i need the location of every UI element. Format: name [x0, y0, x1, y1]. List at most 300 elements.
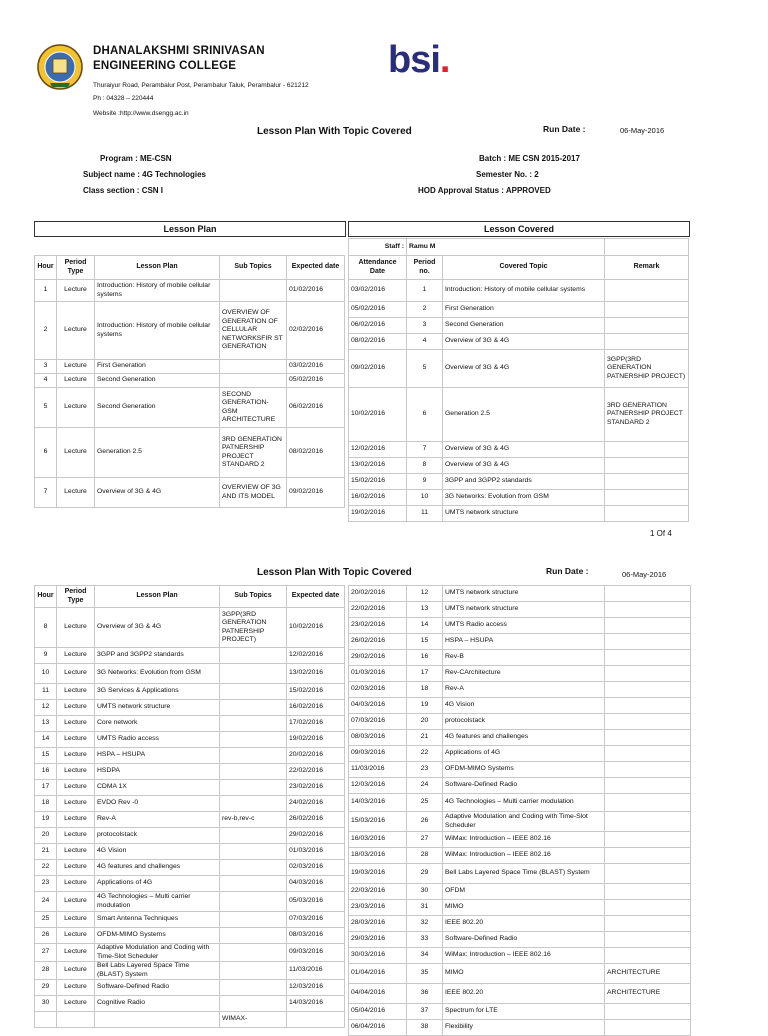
table-row [35, 980, 345, 996]
cell-attendance-date: 04/04/2016 [349, 984, 407, 1004]
cell-attendance-date: 12/03/2016 [349, 778, 407, 794]
cell-expected-date: 06/02/2016 [287, 388, 345, 428]
cell-period-type: Lecture [57, 764, 95, 780]
cell-remark [605, 698, 691, 714]
staff-name: Ramu M [407, 239, 605, 256]
cell-period-no: 12 [407, 586, 443, 602]
cell-hour: 3 [35, 360, 57, 374]
cell-expected-date: 03/02/2016 [287, 360, 345, 374]
cell-remark [605, 730, 691, 746]
cell-hour: 20 [35, 828, 57, 844]
cell-lesson-plan: Introduction: History of mobile cellular systems [95, 302, 220, 360]
cell-covered-topic: UMTS network structure [443, 602, 605, 618]
cell-period-no: 15 [407, 634, 443, 650]
cell-attendance-date: 20/02/2016 [349, 586, 407, 602]
cell-attendance-date: 07/03/2016 [349, 714, 407, 730]
col-attendance-date: Attendance Date [349, 256, 407, 280]
table-row [349, 388, 689, 442]
table-row [35, 912, 345, 928]
table-row [349, 778, 691, 794]
cell-lesson-plan: UMTS Radio access [95, 732, 220, 748]
subject-name: Subject name : 4G Technologies [83, 170, 206, 179]
table-row [35, 716, 345, 732]
cell-covered-topic: Rev-A [443, 682, 605, 698]
cell-sub-topics [220, 732, 287, 748]
cell-lesson-plan: HSPA – HSUPA [95, 748, 220, 764]
cell-lesson-plan: EVDO Rev -0 [95, 796, 220, 812]
semester-no: Semester No. : 2 [476, 170, 539, 179]
cell-covered-topic: UMTS Radio access [443, 618, 605, 634]
cell-lesson-plan: Adaptive Modulation and Coding with Time-Slot Scheduler [95, 944, 220, 962]
lesson-plan-table [34, 255, 345, 508]
cell-expected-date: 11/03/2016 [287, 962, 345, 980]
cell-lesson-plan: Bell Labs Layered Space Time (BLAST) System [95, 962, 220, 980]
table-row [35, 780, 345, 796]
cell-covered-topic: HSPA – HSUPA [443, 634, 605, 650]
cell-period-no: 8 [407, 458, 443, 474]
table-row [35, 764, 345, 780]
cell-period-no: 30 [407, 884, 443, 900]
table-row [349, 490, 689, 506]
cell-hour: 4 [35, 374, 57, 388]
cell-remark [605, 762, 691, 778]
cell-remark [605, 1020, 691, 1036]
cell-lesson-plan: Generation 2.5 [95, 428, 220, 478]
cell-remark [605, 318, 689, 334]
cell-period-type: Lecture [57, 996, 95, 1012]
cell-hour: 7 [35, 478, 57, 508]
col-lesson-plan: Lesson Plan [95, 256, 220, 280]
col-lesson-plan: Lesson Plan [95, 586, 220, 608]
table-row [349, 884, 691, 900]
cell-period-no: 24 [407, 778, 443, 794]
cell-attendance-date: 08/02/2016 [349, 334, 407, 350]
table-row [349, 964, 691, 984]
cell-period-no: 6 [407, 388, 443, 442]
cell-sub-topics: 3GPP(3RD GENERATION PATNERSHIP PROJECT) [220, 608, 287, 648]
cell-sub-topics [220, 748, 287, 764]
staff-label: Staff : [349, 239, 407, 256]
cell-period-no: 3 [407, 318, 443, 334]
table-row [349, 302, 689, 318]
col-sub-topics: Sub Topics [220, 256, 287, 280]
cell-period-no: 4 [407, 334, 443, 350]
table-row [349, 1020, 691, 1036]
cell-remark [605, 1004, 691, 1020]
cell-sub-topics [220, 944, 287, 962]
cell-period-type: Lecture [57, 892, 95, 912]
cell-expected-date: 01/02/2016 [287, 280, 345, 302]
cell-hour [35, 1012, 57, 1028]
cell-attendance-date: 06/02/2016 [349, 318, 407, 334]
cell-attendance-date: 29/03/2016 [349, 932, 407, 948]
table-row [35, 928, 345, 944]
table-row [35, 732, 345, 748]
cell-remark [605, 474, 689, 490]
cell-sub-topics [220, 664, 287, 684]
cell-remark [605, 618, 691, 634]
cell-attendance-date: 13/02/2016 [349, 458, 407, 474]
cell-sub-topics [220, 996, 287, 1012]
cell-covered-topic: 4G Technologies – Multi carrier modulation [443, 794, 605, 812]
cell-hour: 30 [35, 996, 57, 1012]
batch: Batch : ME CSN 2015-2017 [479, 154, 580, 163]
cell-remark [605, 900, 691, 916]
cell-lesson-plan [95, 1012, 220, 1028]
cell-period-type: Lecture [57, 684, 95, 700]
cell-covered-topic: Second Generation [443, 318, 605, 334]
table-row [349, 666, 691, 682]
cell-attendance-date: 06/04/2016 [349, 1020, 407, 1036]
cell-lesson-plan: Cognitive Radio [95, 996, 220, 1012]
cell-remark [605, 586, 691, 602]
cell-attendance-date: 05/02/2016 [349, 302, 407, 318]
table-row [35, 860, 345, 876]
cell-hour: 24 [35, 892, 57, 912]
cell-lesson-plan: CDMA 1X [95, 780, 220, 796]
cell-sub-topics [220, 860, 287, 876]
cell-remark [605, 812, 691, 832]
table-row [349, 474, 689, 490]
cell-lesson-plan: OFDM-MIMO Systems [95, 928, 220, 944]
table-row [349, 730, 691, 746]
cell-period-type: Lecture [57, 478, 95, 508]
cell-sub-topics [220, 844, 287, 860]
cell-lesson-plan: 3G Services & Applications [95, 684, 220, 700]
cell-hour: 23 [35, 876, 57, 892]
cell-covered-topic: 4G features and challenges [443, 730, 605, 746]
table-row [349, 618, 691, 634]
cell-sub-topics [220, 374, 287, 388]
table-row [35, 748, 345, 764]
table-row [349, 698, 691, 714]
cell-period-no: 32 [407, 916, 443, 932]
cell-attendance-date: 11/03/2016 [349, 762, 407, 778]
cell-sub-topics [220, 876, 287, 892]
col-hour: Hour [35, 256, 57, 280]
cell-period-no: 36 [407, 984, 443, 1004]
cell-sub-topics: WIMAX- [220, 1012, 287, 1028]
cell-hour: 11 [35, 684, 57, 700]
table-row [349, 832, 691, 848]
cell-expected-date: 15/02/2016 [287, 684, 345, 700]
cell-remark [605, 746, 691, 762]
cell-attendance-date: 23/02/2016 [349, 618, 407, 634]
cell-remark [605, 334, 689, 350]
cell-hour: 6 [35, 428, 57, 478]
cell-remark [605, 932, 691, 948]
cell-remark [605, 442, 689, 458]
cell-period-type: Lecture [57, 732, 95, 748]
table-row [349, 984, 691, 1004]
cell-remark [605, 506, 689, 522]
program: Program : ME-CSN [100, 154, 172, 163]
cell-covered-topic: Spectrum for LTE [443, 1004, 605, 1020]
table-row [35, 648, 345, 664]
cell-hour: 26 [35, 928, 57, 944]
cell-covered-topic: Rev-CArchitecture [443, 666, 605, 682]
cell-expected-date: 09/02/2016 [287, 478, 345, 508]
table-row [35, 608, 345, 648]
cell-sub-topics [220, 360, 287, 374]
table-row [349, 848, 691, 864]
cell-period-no: 35 [407, 964, 443, 984]
cell-period-no: 21 [407, 730, 443, 746]
table-row [35, 664, 345, 684]
cell-period-type: Lecture [57, 944, 95, 962]
cell-hour: 9 [35, 648, 57, 664]
cell-sub-topics: 3RD GENERATION PATNERSHIP PROJECT STANDARD 2 [220, 428, 287, 478]
cell-lesson-plan: 4G Vision [95, 844, 220, 860]
cell-remark [605, 682, 691, 698]
cell-period-no: 7 [407, 442, 443, 458]
cell-lesson-plan: First Generation [95, 360, 220, 374]
cell-covered-topic: Overview of 3G & 4G [443, 350, 605, 388]
table-row [349, 458, 689, 474]
table-row [35, 700, 345, 716]
table-row [35, 684, 345, 700]
cell-period-no: 31 [407, 900, 443, 916]
cell-covered-topic: Rev-B [443, 650, 605, 666]
cell-sub-topics [220, 892, 287, 912]
table-row [349, 602, 691, 618]
cell-expected-date: 19/02/2016 [287, 732, 345, 748]
cell-period-type: Lecture [57, 812, 95, 828]
cell-sub-topics [220, 716, 287, 732]
cell-period-type: Lecture [57, 962, 95, 980]
table-row [35, 796, 345, 812]
col-period-type: Period Type [57, 256, 95, 280]
cell-expected-date: 29/02/2016 [287, 828, 345, 844]
cell-covered-topic: WiMax: Introduction – IEEE 802.16 [443, 848, 605, 864]
college-phone: Ph : 04328 – 220444 [93, 95, 154, 102]
cell-attendance-date: 22/02/2016 [349, 602, 407, 618]
cell-covered-topic: IEEE 802.20 [443, 984, 605, 1004]
table-row [35, 892, 345, 912]
cell-attendance-date: 14/03/2016 [349, 794, 407, 812]
col-sub-topics: Sub Topics [220, 586, 287, 608]
cell-expected-date: 26/02/2016 [287, 812, 345, 828]
table-row [349, 350, 689, 388]
cell-attendance-date: 26/02/2016 [349, 634, 407, 650]
cell-hour: 27 [35, 944, 57, 962]
cell-remark [605, 778, 691, 794]
cell-hour: 14 [35, 732, 57, 748]
lesson-plan-table-page2 [34, 585, 345, 1028]
run-date-label-page2: Run Date : [546, 566, 589, 576]
cell-period-no: 19 [407, 698, 443, 714]
cell-sub-topics [220, 912, 287, 928]
college-logo [36, 43, 84, 91]
cell-lesson-plan: 4G Technologies – Multi carrier modulation [95, 892, 220, 912]
table-row [35, 812, 345, 828]
cell-attendance-date: 19/02/2016 [349, 506, 407, 522]
table-row [349, 586, 691, 602]
cell-hour: 19 [35, 812, 57, 828]
cell-remark [605, 794, 691, 812]
cell-attendance-date: 01/04/2016 [349, 964, 407, 984]
cell-hour: 22 [35, 860, 57, 876]
cell-period-no: 18 [407, 682, 443, 698]
table-row [35, 828, 345, 844]
cell-sub-topics [220, 980, 287, 996]
table-row [349, 948, 691, 964]
cell-hour: 13 [35, 716, 57, 732]
cell-remark [605, 602, 691, 618]
cell-covered-topic: protocolstack [443, 714, 605, 730]
cell-lesson-plan: Software-Defined Radio [95, 980, 220, 996]
cell-attendance-date: 04/03/2016 [349, 698, 407, 714]
cell-expected-date: 07/03/2016 [287, 912, 345, 928]
cell-period-no: 5 [407, 350, 443, 388]
cell-remark [605, 832, 691, 848]
col-expected-date: Expected date [287, 586, 345, 608]
cell-expected-date: 01/03/2016 [287, 844, 345, 860]
cell-attendance-date: 15/02/2016 [349, 474, 407, 490]
cell-covered-topic: 3G Networks: Evolution from GSM [443, 490, 605, 506]
table-row [349, 280, 689, 302]
cell-remark: 3RD GENERATION PATNERSHIP PROJECT STANDARD 2 [605, 388, 689, 442]
cell-covered-topic: Overview of 3G & 4G [443, 458, 605, 474]
cell-remark [605, 916, 691, 932]
cell-hour: 25 [35, 912, 57, 928]
table-row [349, 794, 691, 812]
cell-period-type: Lecture [57, 748, 95, 764]
cell-attendance-date: 23/03/2016 [349, 900, 407, 916]
cell-expected-date: 12/03/2016 [287, 980, 345, 996]
cell-period-type: Lecture [57, 912, 95, 928]
cell-hour: 16 [35, 764, 57, 780]
cell-period-type: Lecture [57, 664, 95, 684]
table-row [349, 932, 691, 948]
cell-attendance-date: 22/03/2016 [349, 884, 407, 900]
cell-expected-date: 13/02/2016 [287, 664, 345, 684]
cell-period-type: Lecture [57, 302, 95, 360]
cell-expected-date: 22/02/2016 [287, 764, 345, 780]
cell-remark [605, 864, 691, 884]
cell-attendance-date: 01/03/2016 [349, 666, 407, 682]
cell-expected-date: 05/03/2016 [287, 892, 345, 912]
cell-covered-topic: Flexibility [443, 1020, 605, 1036]
college-website: Website :http://www.dsengg.ac.in [93, 110, 189, 117]
cell-hour: 1 [35, 280, 57, 302]
table-row [349, 506, 689, 522]
table-row [349, 650, 691, 666]
cell-lesson-plan: Second Generation [95, 374, 220, 388]
cell-expected-date [287, 1012, 345, 1028]
cell-period-type: Lecture [57, 828, 95, 844]
table-row [35, 374, 345, 388]
cell-covered-topic: Overview of 3G & 4G [443, 334, 605, 350]
cell-hour: 8 [35, 608, 57, 648]
cell-period-no: 20 [407, 714, 443, 730]
cell-period-no: 2 [407, 302, 443, 318]
cell-expected-date: 20/02/2016 [287, 748, 345, 764]
table-row [349, 318, 689, 334]
cell-remark [605, 884, 691, 900]
cell-sub-topics: OVERVIEW OF GENERATION OF CELLULAR NETWORKSFIR ST GENERATION [220, 302, 287, 360]
cell-sub-topics [220, 928, 287, 944]
cell-lesson-plan: HSDPA [95, 764, 220, 780]
cell-covered-topic: OFDM-MIMO Systems [443, 762, 605, 778]
cell-expected-date: 04/03/2016 [287, 876, 345, 892]
cell-period-no: 9 [407, 474, 443, 490]
cell-period-type: Lecture [57, 374, 95, 388]
cell-period-type: Lecture [57, 876, 95, 892]
cell-expected-date: 02/02/2016 [287, 302, 345, 360]
cell-hour: 17 [35, 780, 57, 796]
cell-lesson-plan: Core network [95, 716, 220, 732]
cell-expected-date: 09/03/2016 [287, 944, 345, 962]
cell-hour: 18 [35, 796, 57, 812]
table-row [349, 1004, 691, 1020]
col-period-no: Period no. [407, 256, 443, 280]
cell-hour: 15 [35, 748, 57, 764]
col-hour: Hour [35, 586, 57, 608]
cell-period-type: Lecture [57, 980, 95, 996]
cell-lesson-plan: Applications of 4G [95, 876, 220, 892]
cell-attendance-date: 18/03/2016 [349, 848, 407, 864]
cell-period-type: Lecture [57, 780, 95, 796]
cell-attendance-date: 12/02/2016 [349, 442, 407, 458]
cell-period-no: 29 [407, 864, 443, 884]
cell-period-type: Lecture [57, 928, 95, 944]
table-row [35, 478, 345, 508]
cell-attendance-date: 16/02/2016 [349, 490, 407, 506]
lesson-covered-table-page2 [348, 585, 691, 1036]
class-section: Class section : CSN I [83, 186, 164, 195]
cell-period-no: 13 [407, 602, 443, 618]
table-row [349, 746, 691, 762]
table-row [349, 714, 691, 730]
lesson-plan-heading: Lesson Plan [34, 221, 346, 237]
table-row [35, 302, 345, 360]
cell-lesson-plan: Overview of 3G & 4G [95, 608, 220, 648]
run-date-value: 06-May-2016 [620, 126, 665, 135]
hod-approval-status: HOD Approval Status : APPROVED [418, 186, 551, 195]
cell-expected-date: 17/02/2016 [287, 716, 345, 732]
college-name: DHANALAKSHMI SRINIVASAN ENGINEERING COLLEGE [93, 45, 265, 72]
cell-lesson-plan: Rev-A [95, 812, 220, 828]
table-row [35, 388, 345, 428]
run-date-label: Run Date : [543, 124, 586, 134]
cell-sub-topics: rev-b,rev-c [220, 812, 287, 828]
cell-remark: 3GPP(3RD GENERATION PATNERSHIP PROJECT) [605, 350, 689, 388]
cell-period-no: 37 [407, 1004, 443, 1020]
cell-sub-topics [220, 962, 287, 980]
table-row [35, 844, 345, 860]
table-row [349, 634, 691, 650]
cell-period-type: Lecture [57, 388, 95, 428]
cell-sub-topics [220, 828, 287, 844]
cell-period-type: Lecture [57, 700, 95, 716]
table-row [35, 1012, 345, 1028]
cell-remark [605, 280, 689, 302]
cell-remark [605, 302, 689, 318]
table-row [35, 360, 345, 374]
cell-period-no: 1 [407, 280, 443, 302]
cell-lesson-plan: 3G Networks: Evolution from GSM [95, 664, 220, 684]
cell-period-no: 33 [407, 932, 443, 948]
cell-sub-topics: OVERVIEW OF 3G AND ITS MODEL [220, 478, 287, 508]
cell-attendance-date: 05/04/2016 [349, 1004, 407, 1020]
cell-covered-topic: WiMax: Introduction – IEEE 802.16 [443, 832, 605, 848]
cell-period-no: 25 [407, 794, 443, 812]
cell-remark [605, 458, 689, 474]
bsi-logo: bsi. [388, 39, 450, 81]
cell-period-type: Lecture [57, 716, 95, 732]
cell-period-type [57, 1012, 95, 1028]
